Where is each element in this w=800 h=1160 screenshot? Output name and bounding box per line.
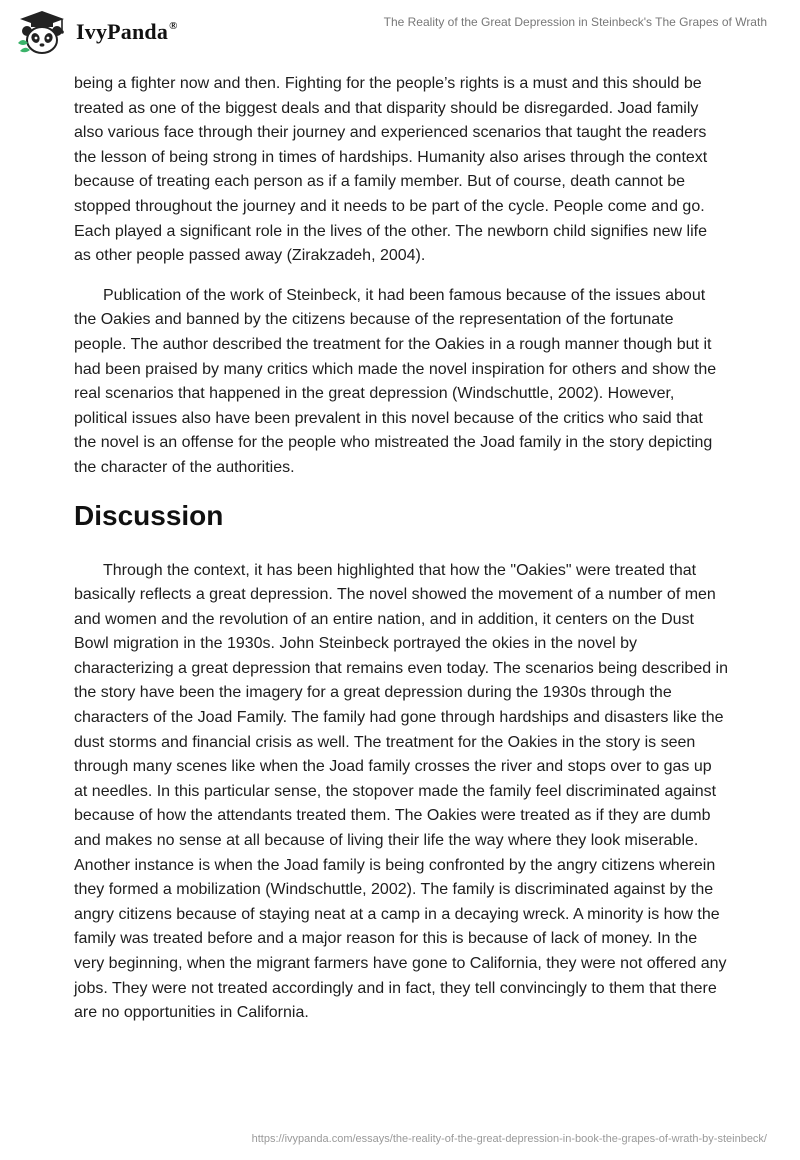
panda-graduate-icon (14, 9, 70, 55)
page-header (0, 0, 800, 62)
paragraph-discussion: Through the context, it has been highlighted that how the "Oakies" were treated that basically reflects a great depression. The novel showed the movement of a number of men and women and the revolution of an entire nation, and in addition, it centers on the Dust Bowl migration in the 1930s. John Steinbeck portrayed the okies in the novel by characterizing a great depression that remains even today. The scenarios being described in the story have been the imagery for a great depression during the 1930s through the characters of the Joad Family. The family had gone through hardships and disasters like the dust storms and financial crisis as well. The treatment for the Oakies in the story is seen through many scenes like when the Joad family crosses the river and stops over to gas up at needles. In this particular sense, the stopover made the family feel discriminated against because of how the attendants treated them. The Oakies were treated as if they are dumb and makes no sense at all because of living their life the way where they look miserable. Another instance is when the Joad family is being confronted by the angry citizens wherein they formed a mobilization (Windschuttle, 2002). The family is discriminated against by the angry citizens because of staying neat at a camp in a decaying wreck. A minority is how the family was treated before and a major reason for this is because of lack of money. In the very beginning, when the migrant farmers have gone to California, they were not offered any jobs. They were not treated accordingly and in fact, they tell convincingly to them that there are no opportunities in California. (74, 561, 729, 1022)
ivypanda-logo[interactable] (14, 9, 178, 55)
paragraph-publication: Publication of the work of Steinbeck, it had been famous because of the issues about the Oakies and banned by the citizens because of the representation of the fortunate people. The author described the treatment for the Oakies in a rough manner though but it had been praised by many critics which made the novel inspiration for others and show the real scenarios that happened in the great depression (Windschuttle, 2002). However, political issues also have been prevalent in this novel because of the critics who said that the novel is an offense for the people who mistreated the Joad family in the story depicting the character of the authorities. (74, 286, 717, 476)
section-heading-discussion: Discussion (74, 499, 224, 531)
logo-wordmark: IvyPanda® (76, 19, 178, 44)
document-title: The Reality of the Great Depression in Steinbeck's The Grapes of Wrath (383, 15, 767, 29)
source-url[interactable]: https://ivypanda.com/essays/the-reality-of-the-great-depression-in-book-the-grapes-of-wrath-by-steinbeck/ (251, 1133, 767, 1145)
essay-body (74, 72, 728, 1041)
paragraph-continuation: being a fighter now and then. Fighting for the people’s rights is a must and this should be treated as one of the biggest deals and that disparity should be disregarded. Joad family also various face through their journey and experienced scenarios that taught the readers the lesson of being strong in times of hardships. Humanity also arises through the context because of treating each person as if a family member. But of course, death cannot be stopped throughout the journey and it needs to be part of the cycle. People come and go. Each played a significant role in the lives of the other. The newborn child signifies new life as other people passed away (Zirakzadeh, 2004). (74, 75, 708, 265)
